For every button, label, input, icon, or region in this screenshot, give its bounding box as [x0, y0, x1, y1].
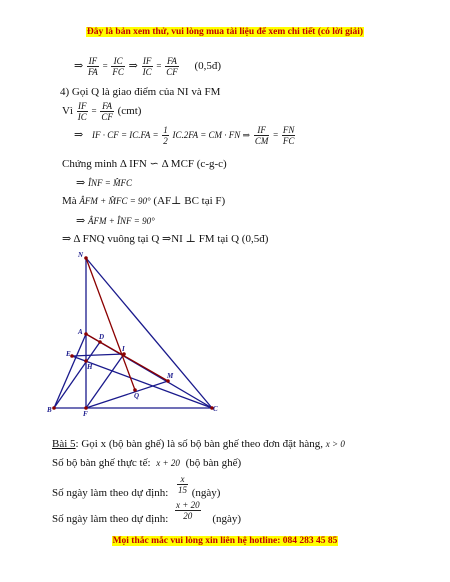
fraction: $\frac{x + 20}{20}$: [176, 500, 200, 521]
step4-since-line: Vì $\frac{IF}{IC}$ = $\frac{FA}{CF}$ (cmt): [62, 101, 142, 122]
fraction: $\frac{IF}{IC}$: [142, 56, 152, 77]
problem5-title: Bài 5: [52, 438, 76, 450]
fraction: $\frac{FN}{FC}$: [282, 125, 295, 146]
label-m: M: [167, 372, 174, 380]
problem5-intro: Bài 5: Gọi x (bộ bàn ghế) là số bộ bàn ghế theo đơn đặt hàng, x > 0: [52, 438, 345, 450]
step3-line: ⇒ $\frac{IF}{FA}$ = $\frac{IC}{FC}$ ⇒ $\frac{IF}{IC}$ = $\frac{FA}{CF}$ (0,5đ): [74, 56, 222, 77]
segment-ba: [54, 334, 86, 408]
geometry-figure: [40, 248, 230, 423]
fraction: $\frac{IF}{IC}$: [77, 101, 87, 122]
problem5-planned-days: Số ngày làm theo dự định: $\frac{x}{15}$ (ngày): [52, 474, 221, 500]
problem5-actual-sets: Số bộ bàn ghế thực tế: x + 20 (bộ bàn ghế): [52, 457, 242, 469]
fraction: $\frac{FA}{CF}$: [166, 56, 178, 77]
fraction: $\frac{IF}{CM}$: [254, 125, 269, 146]
footer-notice: Mọi thắc mắc vui lòng xin liên hệ hotline: 084 283 45 85: [112, 536, 338, 546]
segment-ei: [72, 354, 124, 356]
angle-sum-line: Mà ÂFM + M̂FC = 90° (AF⊥ BC tại F): [62, 195, 226, 207]
problem5-planned-days-2: Số ngày làm theo dự định: $\frac{x + 20}{20}$ (ngày): [52, 500, 242, 526]
label-e: E: [66, 350, 71, 358]
label-i: I: [122, 345, 125, 353]
segment-nc: [86, 258, 212, 408]
label-n: N: [78, 251, 84, 259]
similar-triangles-line: Chứng minh Δ IFN ∽ Δ MCF (c-g-c): [62, 158, 227, 170]
angle-equality-1: ⇒ ÎNF = M̂FC: [76, 177, 133, 189]
label-f: F: [83, 410, 88, 418]
fraction: $\frac{IF}{FA}$: [87, 56, 98, 77]
label-h: H: [87, 363, 93, 371]
fraction: $\frac{FA}{CF}$: [101, 101, 113, 122]
segment-fm: [86, 381, 168, 408]
step4-conclusion: ⇒ Δ FNQ vuông tại Q ⇒NI ⊥ FM tại Q (0,5đ): [62, 233, 269, 245]
label-b: B: [47, 406, 52, 414]
label-d: D: [99, 333, 105, 341]
angle-equality-2: ⇒ ÂFM + ÎNF = 90°: [76, 215, 155, 227]
step4-product-line: ⇒ IF · CF = IC.FA = $\frac{1}{2}$ IC.2FA = CM · FN ⇒ $\frac{IF}{CM}$ = $\frac{FN}{FC}$: [74, 125, 295, 146]
label-q: Q: [134, 392, 140, 400]
label-c: C: [213, 405, 218, 413]
header-notice: Đây là bản xem thử, vui lòng mua tài liệu để xem chi tiết (có lời giải): [86, 27, 364, 37]
fraction: $\frac{x}{15}$: [178, 474, 188, 495]
fraction: $\frac{IC}{FC}$: [112, 56, 124, 77]
fraction: $\frac{1}{2}$: [163, 125, 168, 146]
label-a: A: [78, 328, 83, 336]
step4-heading: 4) Gọi Q là giao điểm của NI và FM: [60, 86, 221, 98]
